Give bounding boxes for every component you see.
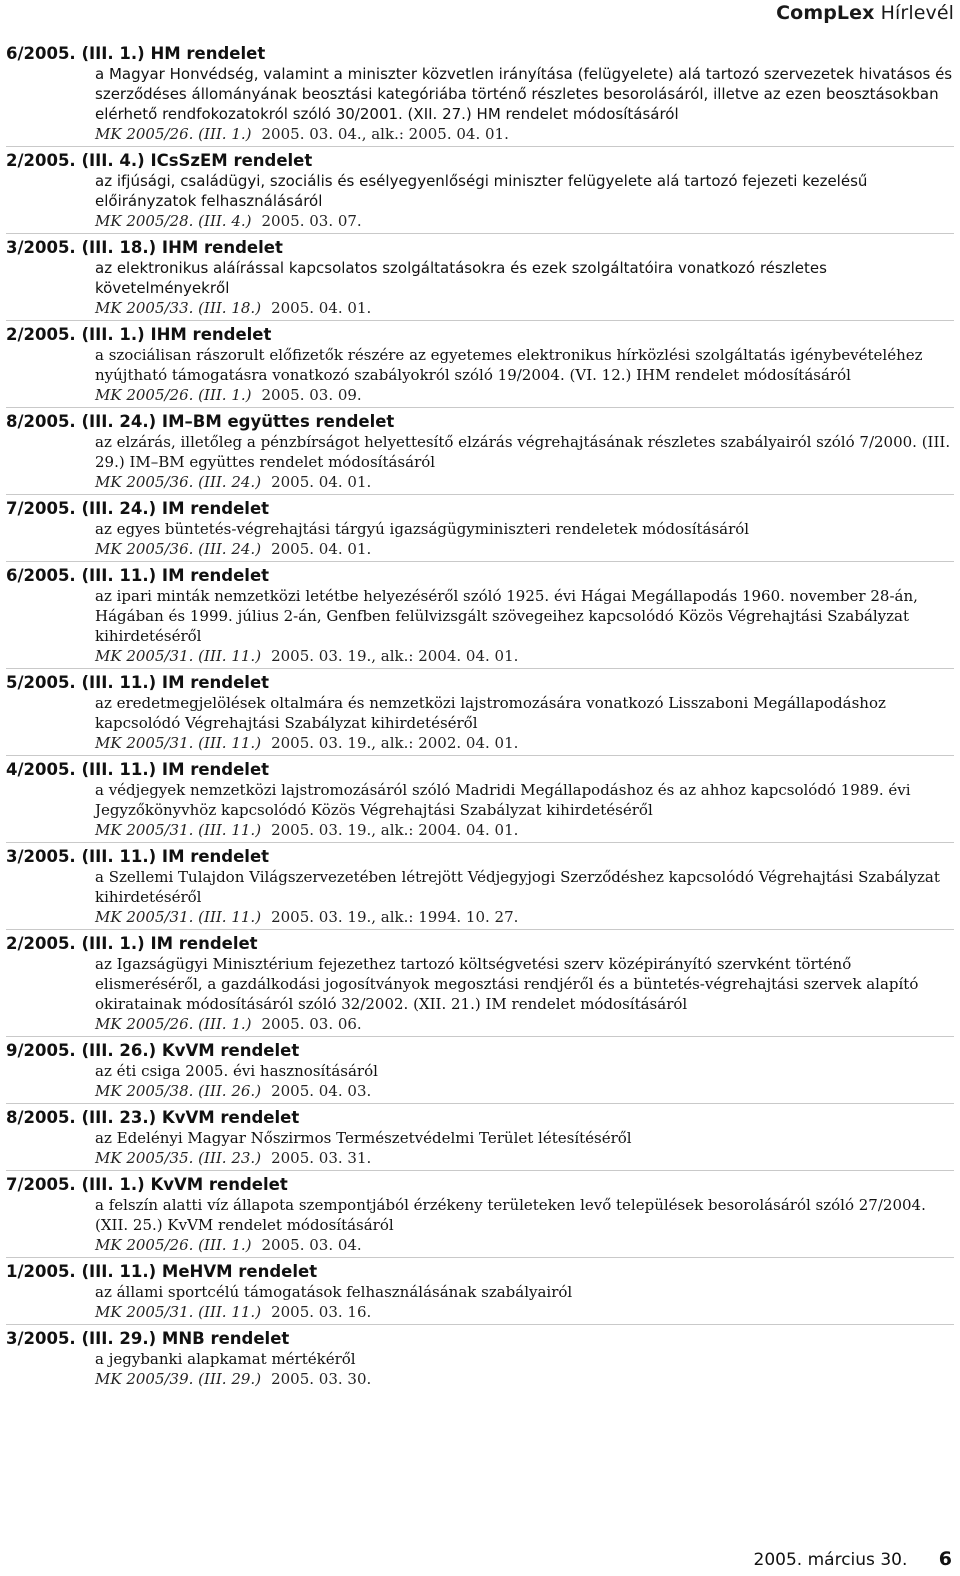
effective-date: 2005. 03. 19., alk.: 1994. 10. 27. xyxy=(271,908,519,926)
decree-reference xyxy=(95,907,954,927)
gazette-reference: MK 2005/26. (III. 1.) xyxy=(95,1015,252,1033)
decree-description: az elzárás, illetőleg a pénzbírságot helyettesítő elzárás végrehajtásának részletes szabályairól szóló 7/2000. (III. 29.) IM–BM együttes rendelet módosításáról xyxy=(95,433,951,471)
decree-description: az eredetmegjelölések oltalmára és nemzetközi lajstromozására vonatkozó Lisszaboni Megállapodáshoz kapcsolódó Végrehajtási Szabályzat kihirdetéséről xyxy=(95,694,886,732)
decree-entry xyxy=(6,843,954,930)
effective-date: 2005. 04. 01. xyxy=(271,540,372,558)
decree-description: az egyes büntetés-végrehajtási tárgyú igazságügyminiszteri rendeletek módosításáról xyxy=(95,520,750,538)
effective-date: 2005. 03. 06. xyxy=(261,1015,362,1033)
newsletter-title: Hírlevél xyxy=(880,2,954,24)
decree-title: 8/2005. (III. 24.) IM–BM együttes rendelet xyxy=(6,412,395,431)
decree-reference xyxy=(95,298,954,318)
decree-title: 4/2005. (III. 11.) IM rendelet xyxy=(6,760,270,779)
effective-date: 2005. 03. 04., alk.: 2005. 04. 01. xyxy=(261,125,509,143)
effective-date: 2005. 03. 19., alk.: 2004. 04. 01. xyxy=(271,647,519,665)
gazette-reference: MK 2005/31. (III. 11.) xyxy=(95,1303,262,1321)
gazette-reference: MK 2005/36. (III. 24.) xyxy=(95,540,262,558)
decree-entry xyxy=(6,495,954,562)
gazette-reference: MK 2005/26. (III. 1.) xyxy=(95,1236,252,1254)
decree-entry xyxy=(6,1258,954,1325)
page-number: 6 xyxy=(938,1548,952,1570)
page-footer xyxy=(754,1548,952,1570)
brand-name: CompLex xyxy=(776,2,875,24)
gazette-reference: MK 2005/28. (III. 4.) xyxy=(95,212,252,230)
decree-title: 9/2005. (III. 26.) KvVM rendelet xyxy=(6,1041,300,1060)
decree-title: 2/2005. (III. 1.) IHM rendelet xyxy=(6,325,272,344)
decree-reference xyxy=(95,646,954,666)
decree-reference xyxy=(95,820,954,840)
decree-reference xyxy=(95,1148,954,1168)
gazette-reference: MK 2005/31. (III. 11.) xyxy=(95,734,262,752)
decree-description: az Igazságügyi Minisztérium fejezethez tartozó költségvetési szerv középirányító szervként történő elismeréséről, a gazdálkodási jogosítványok megosztási rendjéről és a büntetés-végrehajtási szervek alapító okiratainak módosításáról szóló 32/2002. (XII. 21.) IM rendelet módosításáról xyxy=(95,955,919,1013)
decree-description: a Magyar Honvédség, valamint a miniszter közvetlen irányítása (felügyelete) alá tartozó szervezetek hivatásos és szerződéses állományának beosztási kategóriába történő részletes besorolásáról, illetve az ezen beosztásokban elérhető rendfokozatokról szóló 30/2001. (XII. 27.) HM rendelet módosításáról xyxy=(95,65,953,123)
decree-description: az elektronikus aláírással kapcsolatos szolgáltatásokra és ezek szolgáltatóira vonatkozó részletes követelményekről xyxy=(95,259,827,297)
decree-reference xyxy=(95,733,954,753)
effective-date: 2005. 04. 03. xyxy=(271,1082,372,1100)
decree-description: a szociálisan rászorult előfizetők részére az egyetemes elektronikus hírközlési szolgáltatás igénybevételéhez nyújtható támogatásra vonatkozó szabályokról szóló 19/2004. (VI. 12.) IHM rendelet módosításáról xyxy=(95,346,923,384)
effective-date: 2005. 03. 19., alk.: 2004. 04. 01. xyxy=(271,821,519,839)
decree-reference xyxy=(95,1369,954,1389)
gazette-reference: MK 2005/31. (III. 11.) xyxy=(95,821,262,839)
decree-title: 7/2005. (III. 1.) KvVM rendelet xyxy=(6,1175,288,1194)
decree-entry xyxy=(6,408,954,495)
decree-title: 8/2005. (III. 23.) KvVM rendelet xyxy=(6,1108,300,1127)
decree-reference xyxy=(95,1014,954,1034)
decree-title: 7/2005. (III. 24.) IM rendelet xyxy=(6,499,270,518)
decree-title: 5/2005. (III. 11.) IM rendelet xyxy=(6,673,270,692)
decree-entry xyxy=(6,147,954,234)
decree-entry xyxy=(6,234,954,321)
newsletter-header xyxy=(776,2,954,24)
effective-date: 2005. 03. 09. xyxy=(261,386,362,404)
decree-title: 3/2005. (III. 11.) IM rendelet xyxy=(6,847,270,866)
effective-date: 2005. 03. 30. xyxy=(271,1370,372,1388)
decree-list xyxy=(6,40,954,1391)
decree-entry xyxy=(6,1104,954,1171)
decree-title: 2/2005. (III. 1.) IM rendelet xyxy=(6,934,258,953)
decree-description: a védjegyek nemzetközi lajstromozásáról szóló Madridi Megállapodáshoz és az ahhoz kapcsolódó 1989. évi Jegyzőkönyvhöz kapcsolódó Közös Végrehajtási Szabályzat kihirdetéséről xyxy=(95,781,911,819)
effective-date: 2005. 04. 01. xyxy=(271,473,372,491)
gazette-reference: MK 2005/38. (III. 26.) xyxy=(95,1082,262,1100)
gazette-reference: MK 2005/26. (III. 1.) xyxy=(95,125,252,143)
gazette-reference: MK 2005/31. (III. 11.) xyxy=(95,647,262,665)
decree-entry xyxy=(6,756,954,843)
gazette-reference: MK 2005/26. (III. 1.) xyxy=(95,386,252,404)
decree-entry xyxy=(6,1171,954,1258)
decree-entry xyxy=(6,930,954,1037)
decree-description: a jegybanki alapkamat mértékéről xyxy=(95,1350,356,1368)
decree-title: 1/2005. (III. 11.) MeHVM rendelet xyxy=(6,1262,318,1281)
decree-reference xyxy=(95,124,954,144)
effective-date: 2005. 04. 01. xyxy=(271,299,372,317)
gazette-reference: MK 2005/39. (III. 29.) xyxy=(95,1370,262,1388)
decree-entry xyxy=(6,1325,954,1391)
effective-date: 2005. 03. 07. xyxy=(261,212,362,230)
effective-date: 2005. 03. 31. xyxy=(271,1149,372,1167)
effective-date: 2005. 03. 04. xyxy=(261,1236,362,1254)
decree-entry xyxy=(6,321,954,408)
decree-description: az Edelényi Magyar Nőszirmos Természetvédelmi Terület létesítéséről xyxy=(95,1129,632,1147)
decree-reference xyxy=(95,385,954,405)
decree-entry xyxy=(6,40,954,147)
decree-entry xyxy=(6,562,954,669)
effective-date: 2005. 03. 19., alk.: 2002. 04. 01. xyxy=(271,734,519,752)
decree-reference xyxy=(95,1081,954,1101)
decree-description: az éti csiga 2005. évi hasznosításáról xyxy=(95,1062,378,1080)
decree-title: 3/2005. (III. 18.) IHM rendelet xyxy=(6,238,283,257)
decree-reference xyxy=(95,211,954,231)
gazette-reference: MK 2005/33. (III. 18.) xyxy=(95,299,262,317)
gazette-reference: MK 2005/35. (III. 23.) xyxy=(95,1149,262,1167)
decree-reference xyxy=(95,1235,954,1255)
decree-reference xyxy=(95,539,954,559)
effective-date: 2005. 03. 16. xyxy=(271,1303,372,1321)
decree-description: az ipari minták nemzetközi letétbe helyezéséről szóló 1925. évi Hágai Megállapodás 1960. november 28-án, Hágában és 1999. július 2-án, Genfben felülvizsgált szövegeihez kapcsolódó Közös Végrehajtási Szabályzat kihirdetéséről xyxy=(95,587,918,645)
decree-description: az ifjúsági, családügyi, szociális és esélyegyenlőségi miniszter felügyelete alá tartozó fejezeti kezelésű előirányzatok felhasználásáról xyxy=(95,172,868,210)
decree-title: 2/2005. (III. 4.) ICsSzEM rendelet xyxy=(6,151,313,170)
decree-title: 6/2005. (III. 11.) IM rendelet xyxy=(6,566,270,585)
gazette-reference: MK 2005/31. (III. 11.) xyxy=(95,908,262,926)
decree-entry xyxy=(6,669,954,756)
decree-reference xyxy=(95,472,954,492)
decree-entry xyxy=(6,1037,954,1104)
decree-description: a Szellemi Tulajdon Világszervezetében létrejött Védjegyjogi Szerződéshez kapcsolódó Végrehajtási Szabályzat kihirdetéséről xyxy=(95,868,940,906)
decree-description: az állami sportcélú támogatások felhasználásának szabályairól xyxy=(95,1283,573,1301)
decree-description: a felszín alatti víz állapota szempontjából érzékeny területeken levő települések besorolásáról szóló 27/2004. (XII. 25.) KvVM rendelet módosításáról xyxy=(95,1196,926,1234)
footer-date: 2005. március 30. xyxy=(753,1550,908,1570)
gazette-reference: MK 2005/36. (III. 24.) xyxy=(95,473,262,491)
decree-title: 6/2005. (III. 1.) HM rendelet xyxy=(6,44,266,63)
decree-title: 3/2005. (III. 29.) MNB rendelet xyxy=(6,1329,290,1348)
decree-reference xyxy=(95,1302,954,1322)
